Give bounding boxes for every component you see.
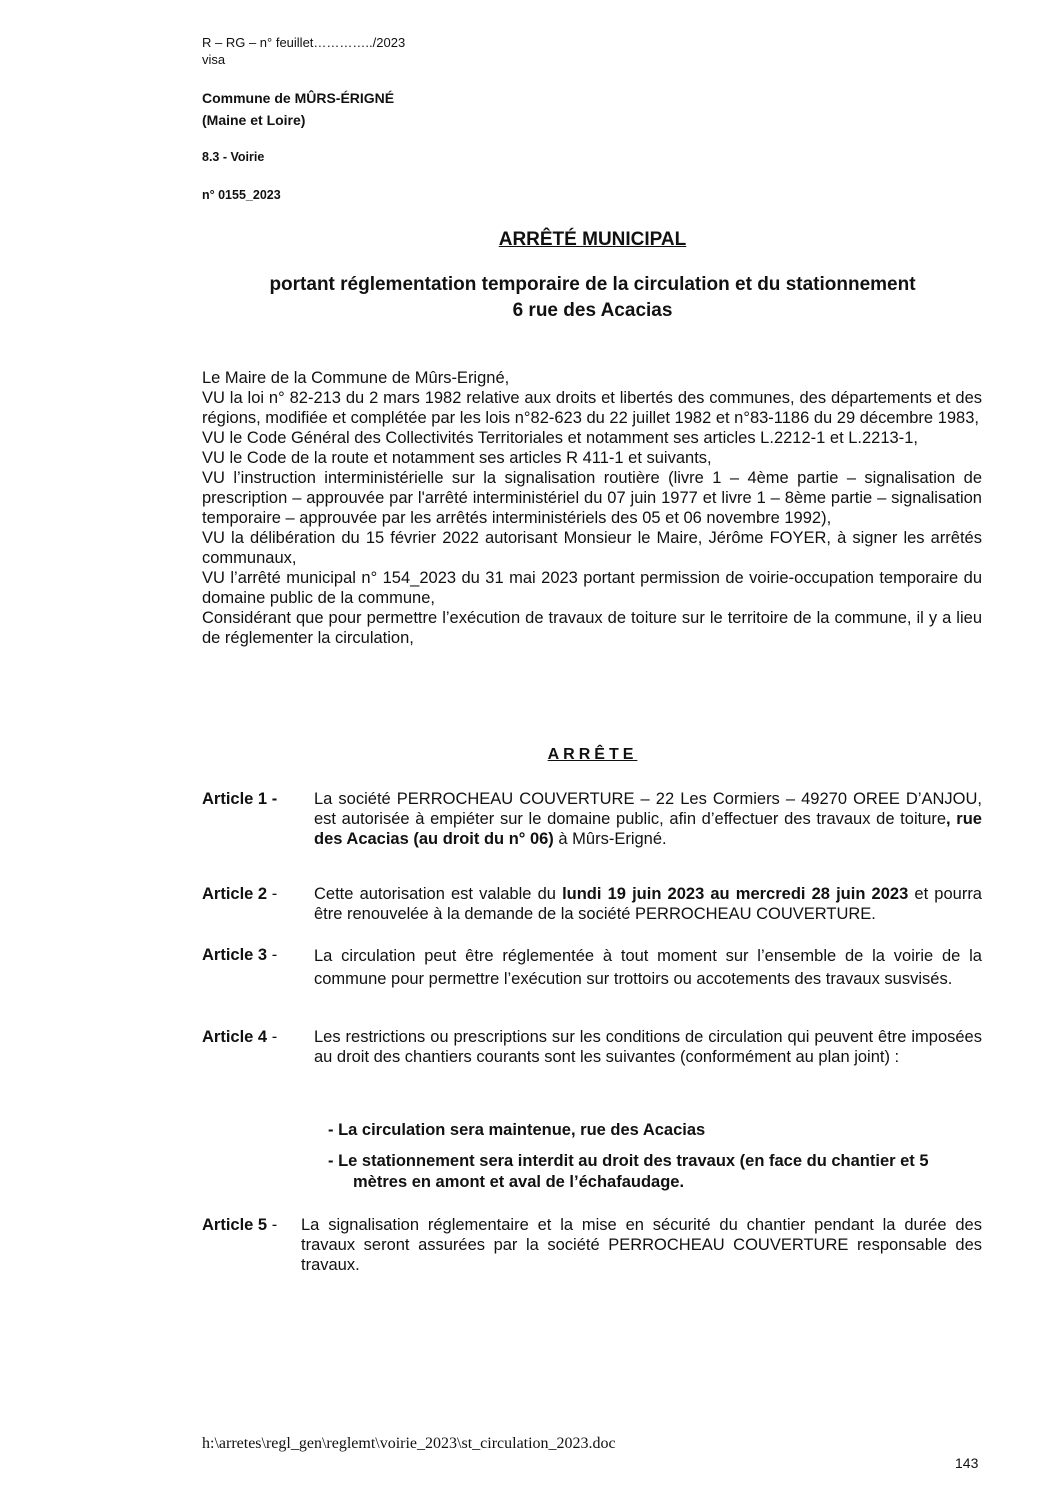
article-2-label-text: Article 2 bbox=[202, 885, 268, 903]
article-2-text-bold: lundi 19 juin 2023 au mercredi 28 juin 2023 bbox=[562, 885, 909, 903]
preamble-line: VU la loi n° 82-213 du 2 mars 1982 relative aux droits et libertés des communes, des départements et des régions, modifiée et complétée par les lois n°82-623 du 22 juillet 1982 et n°83-1186 du 29 décembre 1983, bbox=[202, 389, 982, 427]
page-number: 143 bbox=[955, 1455, 979, 1471]
preamble-line: VU l’instruction interministérielle sur la signalisation routière (livre 1 – 4ème partie – signalisation de prescription – approuvée par l'arrêté interministériel du 07 juin 1977 et livre 1 – 8ème partie – signalisation temporaire – approuvée par les arrêtés interministériels des 05 et 06 novembre 1992), bbox=[202, 469, 982, 527]
preamble-line: VU le Code Général des Collectivités Territoriales et notamment ses articles L.2212-1 et L.2213-1, bbox=[202, 429, 918, 447]
arrete-heading: ARRÊTE bbox=[547, 746, 638, 763]
article-3-label-text: Article 3 bbox=[202, 946, 268, 964]
preamble bbox=[202, 368, 982, 648]
article-2-text bbox=[314, 884, 982, 924]
article-4-dash: - bbox=[267, 1028, 278, 1046]
article-1-text-b: à Mûrs-Erigné. bbox=[553, 830, 667, 848]
preamble-line: Considérant que pour permettre l’exécution de travaux de toiture sur le territoire de la commune, il y a lieu de réglementer la circulation, bbox=[202, 609, 982, 647]
commune-name: Commune de MÛRS-ÉRIGNÉ bbox=[202, 90, 395, 106]
article-4-label-text: Article 4 bbox=[202, 1028, 268, 1046]
decree-number: n° 0155_2023 bbox=[202, 188, 281, 202]
article-3-text: La circulation peut être réglementée à tout moment sur l’ensemble de la voirie de la commune pour permettre l’exécution sur trottoirs ou accotements des travaux susvisés. bbox=[314, 947, 982, 988]
subtitle-line-2: 6 rue des Acacias bbox=[512, 300, 673, 321]
visa-label: visa bbox=[202, 52, 226, 67]
article-3-dash: - bbox=[267, 946, 278, 964]
document-path: h:\arretes\regl_gen\reglemt\voirie_2023\st_circulation_2023.doc bbox=[202, 1435, 616, 1452]
preamble-line: VU la délibération du 15 février 2022 autorisant Monsieur le Maire, Jérôme FOYER, à signer les arrêtés communaux, bbox=[202, 529, 982, 567]
article-1-label: Article 1 - bbox=[202, 790, 278, 808]
article-5-dash: - bbox=[267, 1216, 278, 1234]
preamble-line: Le Maire de la Commune de Mûrs-Erigné, bbox=[202, 369, 510, 387]
article-4-label bbox=[202, 1027, 277, 1047]
article-4-bullet-2-cont: mètres en amont et aval de l’échafaudage. bbox=[353, 1173, 685, 1191]
article-3-label bbox=[202, 945, 277, 965]
preamble-line: VU le Code de la route et notamment ses articles R 411-1 et suivants, bbox=[202, 449, 712, 467]
preamble-line: VU l’arrêté municipal n° 154_2023 du 31 mai 2023 portant permission de voirie-occupation temporaire du domaine public de la commune, bbox=[202, 569, 982, 607]
article-4-bullet-1: - La circulation sera maintenue, rue des Acacias bbox=[328, 1121, 706, 1139]
department-name: (Maine et Loire) bbox=[202, 112, 306, 128]
article-1-text bbox=[314, 789, 982, 849]
article-2-dash: - bbox=[267, 885, 278, 903]
article-1-text-bold: , rue des Acacias (au droit du n° 06) bbox=[314, 810, 982, 848]
article-4-text: Les restrictions ou prescriptions sur les conditions de circulation qui peuvent être imposées au droit des chantiers courants sont les suivantes (conformément au plan joint) : bbox=[314, 1028, 982, 1066]
article-1-text-a: La société PERROCHEAU COUVERTURE – 22 Les Cormiers – 49270 OREE D’ANJOU, est autorisée à empiéter sur le domaine public, afin d’effectuer des travaux de toiture bbox=[314, 790, 982, 828]
subtitle-line-1: portant réglementation temporaire de la circulation et du stationnement bbox=[269, 274, 916, 295]
article-5-label-text: Article 5 bbox=[202, 1216, 268, 1234]
article-5-text: La signalisation réglementaire et la mise en sécurité du chantier pendant la durée des travaux seront assurées par la société PERROCHEAU COUVERTURE responsable des travaux. bbox=[301, 1216, 982, 1274]
page-title: ARRÊTÉ MUNICIPAL bbox=[498, 229, 687, 250]
article-2-text-b: et pourra être renouvelée à la demande de la société PERROCHEAU COUVERTURE. bbox=[314, 885, 982, 923]
category-label: 8.3 - Voirie bbox=[202, 150, 265, 164]
article-2-text-a: Cette autorisation est valable du bbox=[314, 885, 563, 903]
article-5-label bbox=[202, 1215, 277, 1235]
article-4-bullet-2: - Le stationnement sera interdit au droit des travaux (en face du chantier et 5 bbox=[328, 1152, 929, 1170]
article-2-label bbox=[202, 884, 277, 904]
reference-line: R – RG – n° feuillet…………../2023 bbox=[202, 35, 406, 50]
